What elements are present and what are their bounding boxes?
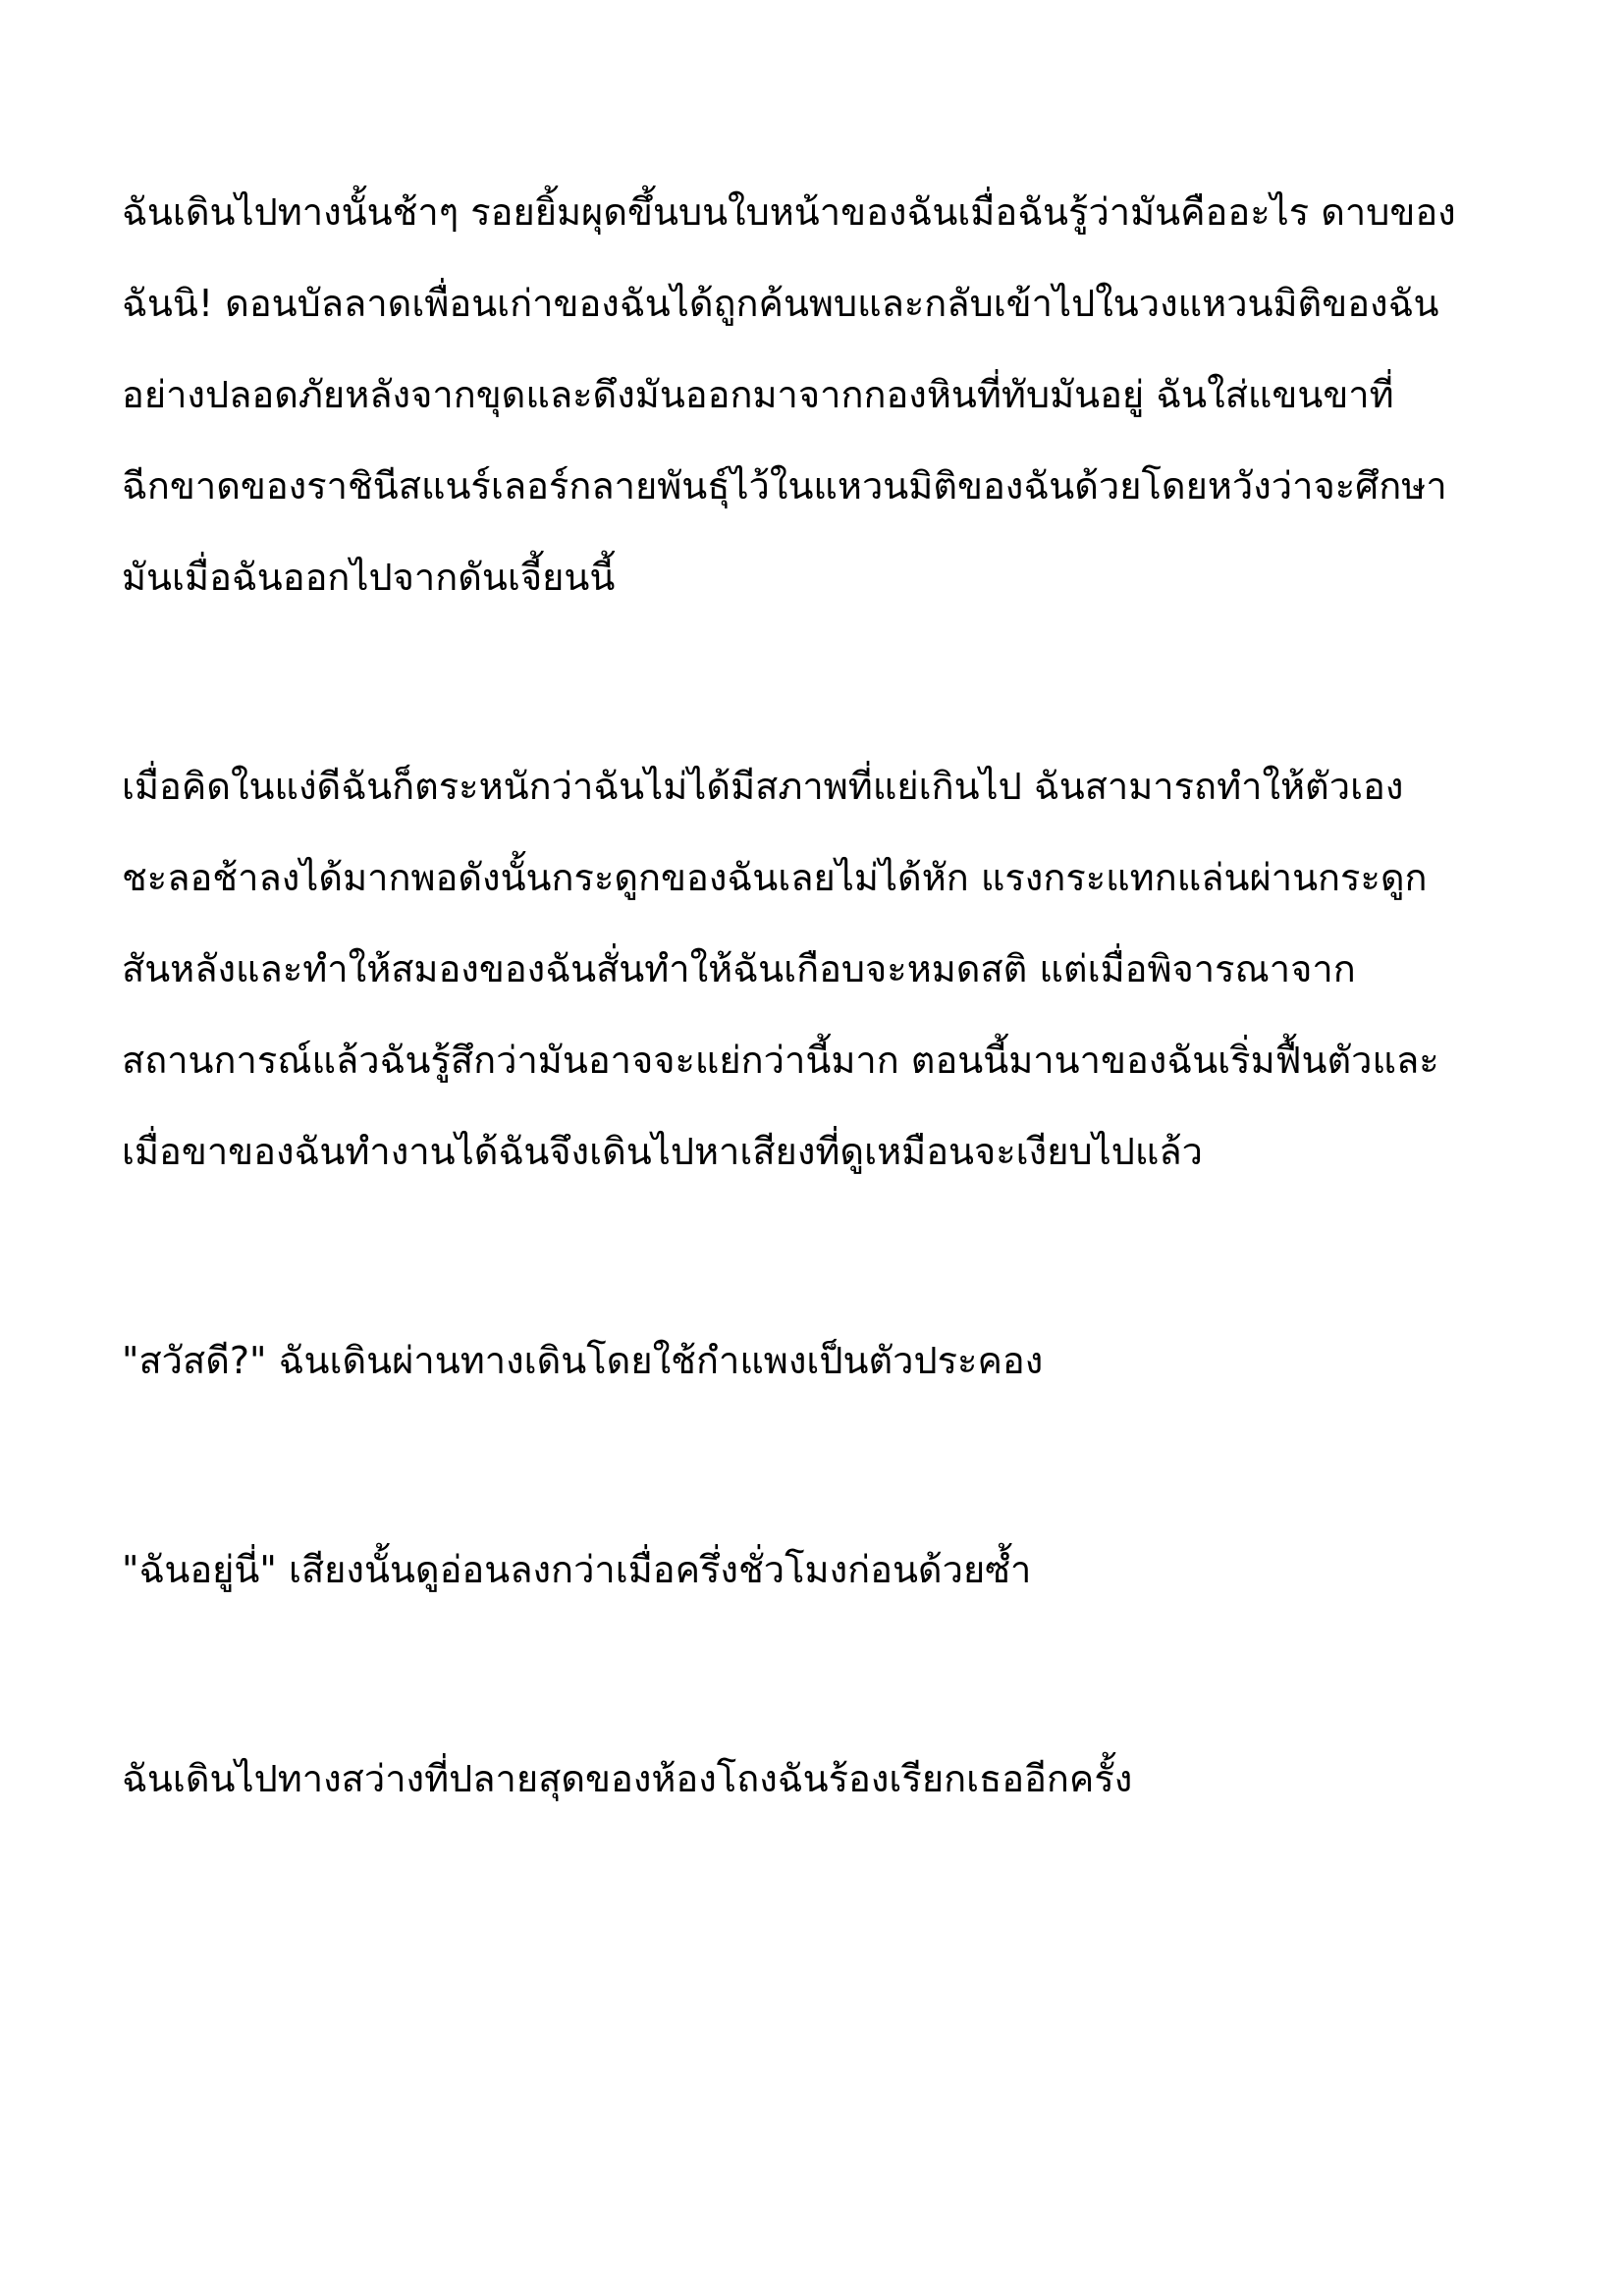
text-line: "ฉันอยู่นี่" เสียงนั้นดูอ่อนลงกว่าเมื่อครึ่งชั่วโมงก่อนด้วยซ้ำ	[122, 1548, 1032, 1591]
paragraph-1	[122, 167, 1502, 623]
text-line: ฉันเดินไปทางนั้นช้าๆ รอยยิ้มผุดขึ้นบนใบหน้าของฉันเมื่อฉันรู้ว่ามันคืออะไร ดาบของ	[122, 190, 1456, 234]
text-line: มันเมื่อฉันออกไปจากดันเจี้ยนนี้	[122, 556, 616, 599]
text-line: สันหลังและทำให้สมองของฉันสั่นทำให้ฉันเกือบจะหมดสติ แต่เมื่อพิจารณาจาก	[122, 947, 1356, 990]
paragraph-4-dialogue	[122, 1524, 1502, 1616]
paragraph-2	[122, 741, 1502, 1198]
paragraph-5	[122, 1734, 1502, 1825]
paragraph-3-dialogue	[122, 1315, 1502, 1407]
text-line: สถานการณ์แล้วฉันรู้สึกว่ามันอาจจะแย่กว่านี้มาก ตอนนี้มานาของฉันเริ่มฟื้นตัวและ	[122, 1039, 1439, 1082]
text-line: เมื่อขาของฉันทำงานได้ฉันจึงเดินไปหาเสียงที่ดูเหมือนจะเงียบไปแล้ว	[122, 1130, 1203, 1173]
text-line: อย่างปลอดภัยหลังจากขุดและดึงมันออกมาจากกองหินที่ทับมันอยู่ ฉันใส่แขนขาที่	[122, 373, 1394, 416]
text-line: เมื่อคิดในแง่ดีฉันก็ตระหนักว่าฉันไม่ได้มีสภาพที่แย่เกินไป ฉันสามารถทำให้ตัวเอง	[122, 765, 1404, 808]
text-line: ฉีกขาดของราชินีสแนร์เลอร์กลายพันธุ์ไว้ในแหวนมิติของฉันด้วยโดยหวังว่าจะศึกษา	[122, 464, 1447, 507]
text-line: ฉันนิ! ดอนบัลลาดเพื่อนเก่าของฉันได้ถูกค้นพบและกลับเข้าไปในวงแหวนมิติของฉัน	[122, 282, 1439, 325]
text-line: ชะลอช้าลงได้มากพอดังนั้นกระดูกของฉันเลยไม่ได้หัก แรงกระแทกแล่นผ่านกระดูก	[122, 856, 1428, 899]
text-line: ฉันเดินไปทางสว่างที่ปลายสุดของห้องโถงฉันร้องเรียกเธออีกครั้ง	[122, 1757, 1133, 1800]
text-line: "สวัสดี?" ฉันเดินผ่านทางเดินโดยใช้กำแพงเป็นตัวประคอง	[122, 1339, 1044, 1382]
